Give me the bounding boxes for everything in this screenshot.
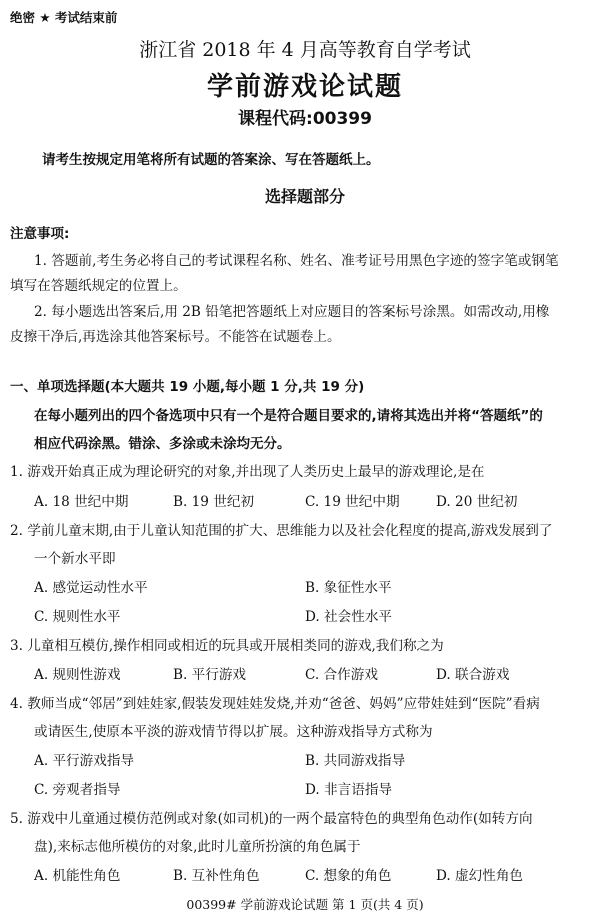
section-1-title: 一、单项选择题(本大题共 19 小题,每小题 1 分,共 19 分): [10, 379, 365, 395]
question-3-option-d: D. 联合游戏: [436, 667, 510, 683]
question-1-option-c: C. 19 世纪中期: [305, 494, 400, 510]
question-4-line1: 4. 教师当成“邻居”到娃娃家,假装发现娃娃发烧,并劝“爸爸、妈妈”应带娃娃到“医院”看病: [10, 696, 540, 712]
question-4-option-d: D. 非言语指导: [305, 782, 393, 798]
note-2-line2: 皮擦干净后,再选涂其他答案标号。不能答在试题卷上。: [10, 329, 341, 345]
question-2-option-c: C. 规则性水平: [34, 609, 121, 625]
note-2-line1: 2. 每小题选出答案后,用 2B 铅笔把答题纸上对应题目的答案标号涂黑。如需改动,用橡: [34, 304, 550, 320]
question-2-line2: 一个新水平即: [34, 551, 116, 567]
question-5-option-b: B. 互补性角色: [173, 868, 260, 884]
question-1-option-d: D. 20 世纪初: [436, 494, 518, 510]
subject-title: 学前游戏论试题: [206, 72, 403, 102]
question-3-option-c: C. 合作游戏: [305, 667, 378, 683]
course-code: 课程代码:00399: [238, 109, 372, 129]
question-5-option-c: C. 想象的角色: [305, 868, 392, 884]
question-1-text: 1. 游戏开始真正成为理论研究的对象,并出现了人类历史上最早的游戏理论,是在: [10, 464, 485, 480]
question-3-text: 3. 儿童相互模仿,操作相同或相近的玩具或开展相类同的游戏,我们称之为: [10, 638, 444, 654]
question-5-line2: 盘),来标志他所模仿的对象,此时儿童所扮演的角色属于: [34, 839, 361, 855]
question-5-line1: 5. 游戏中儿童通过模仿范例或对象(如司机)的一两个最富特色的典型角色动作(如转方向: [10, 811, 533, 827]
section-1-instruction-line1: 在每小题列出的四个备选项中只有一个是符合题目要求的,请将其选出并将“答题纸”的: [34, 408, 543, 424]
question-3-option-a: A. 规则性游戏: [34, 667, 121, 683]
notes-title: 注意事项:: [10, 226, 70, 242]
question-4-option-c: C. 旁观者指导: [34, 782, 121, 798]
page-footer: 00399# 学前游戏论试题 第 1 页(共 4 页): [186, 897, 424, 912]
question-5-option-a: A. 机能性角色: [34, 868, 121, 884]
part-title: 选择题部分: [264, 187, 345, 206]
question-4-option-b: B. 共同游戏指导: [305, 753, 406, 769]
note-1-line1: 1. 答题前,考生务必将自己的考试课程名称、姓名、准考证号用黑色字迹的签字笔或钢笔: [34, 253, 559, 269]
question-1-option-b: B. 19 世纪初: [173, 494, 255, 510]
intro-instruction: 请考生按规定用笔将所有试题的答案涂、写在答题纸上。: [42, 152, 380, 168]
question-1-option-a: A. 18 世纪中期: [34, 494, 129, 510]
section-1-instruction-line2: 相应代码涂黑。错涂、多涂或未涂均无分。: [34, 436, 291, 452]
question-3-option-b: B. 平行游戏: [173, 667, 247, 683]
question-2-line1: 2. 学前儿童末期,由于儿童认知范围的扩大、思维能力以及社会化程度的提高,游戏发展到了: [10, 523, 553, 539]
question-5-option-d: D. 虚幻性角色: [436, 868, 524, 884]
note-1-line2: 填写在答题纸规定的位置上。: [10, 278, 187, 294]
question-2-option-d: D. 社会性水平: [305, 609, 393, 625]
question-2-option-b: B. 象征性水平: [305, 580, 392, 596]
question-4-line2: 或请医生,使原本平淡的游戏情节得以扩展。这种游戏指导方式称为: [34, 724, 433, 740]
question-4-option-a: A. 平行游戏指导: [34, 753, 135, 769]
exam-title: 浙江省 2018 年 4 月高等教育自学考试: [139, 39, 471, 61]
secrecy-label: 绝密 ★ 考试结束前: [10, 10, 118, 25]
question-2-option-a: A. 感觉运动性水平: [34, 580, 148, 596]
